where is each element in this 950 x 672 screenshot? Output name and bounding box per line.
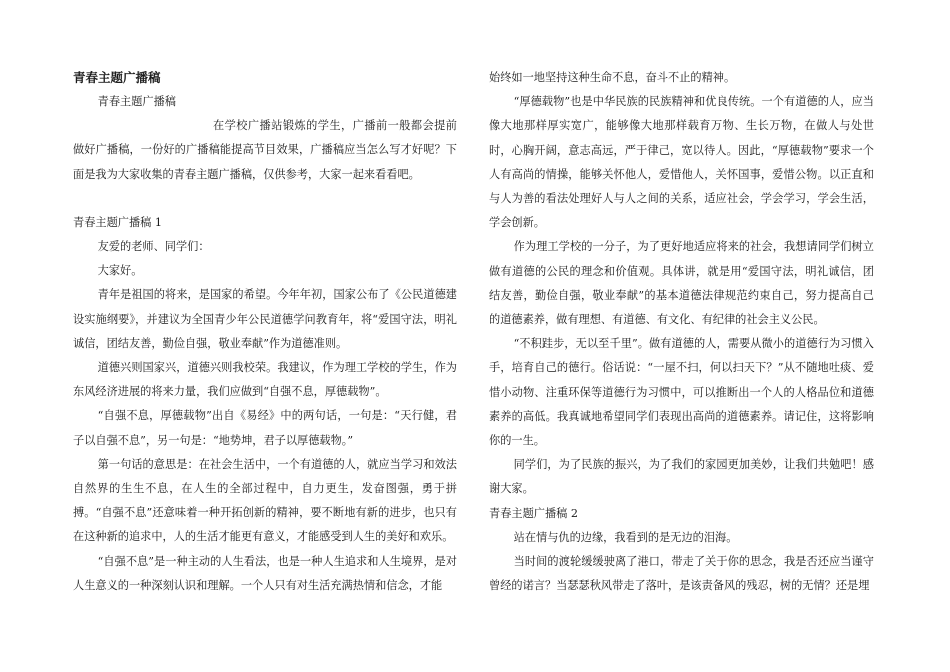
paragraph: “不积跬步，无以至千里”。做有道德的人，需要从微小的道德行为习惯入手，培育自己的德行。俗话说：“一屋不扫，何以扫天下？”从不随地吐痰、爱惜小动物、注重环保等道德行为习惯中，可以推断出一个人的人格品位和道德素养的高低。我真诚地希望同学们表现出高尚的道德素养。请记住，这将影响你的一生。 <box>489 337 874 448</box>
right-column <box>489 66 874 598</box>
paragraph: “厚德载物”也是中华民族的民族精神和优良传统。一个有道德的人，应当像大地那样厚实宽广，能够像大地那样载育万物、生长万物，在做人与处世时，心胸开阔，意志高远，严于律己，宽以待人。因此，“厚德载物”要求一个人有高尚的情操，能够关怀他人，爱惜他人，关怀国事，爱惜公物。以正直和与人为善的看法处理好人与人之间的关系，适应社会，学会学习，学会生活，学会创新。 <box>489 95 874 230</box>
paragraph: 青年是祖国的将来，是国家的希望。今年年初，国家公布了《公民道德建设实施纲要》，并建议为全国青少年公民道德学问教育年，将“爱国守法，明礼诚信，团结友善，勤俭自强，敬业奉献”作为道德准则。 <box>73 288 457 350</box>
spacer <box>73 187 457 211</box>
paragraph: “自强不息”是一种主动的人生看法，也是一种人生追求和人生境界，是对人生意义的一种深刻认识和理解。一个人只有对生活充满热情和信念，才能 <box>73 554 457 592</box>
intro-paragraph: 在学校广播站锻炼的学生，广播前一般都会提前做好广播稿，一份好的广播稿能提高节目效果，广播稿应当怎么写才好呢？下面是我为大家收集的青春主题广播稿，仅供参考，大家一起来看看吧。 <box>73 119 457 181</box>
left-column <box>73 66 457 598</box>
section-title-2: 青春主题广播稿 2 <box>489 506 578 520</box>
document-subtitle: 青春主题广播稿 <box>97 95 176 108</box>
paragraph: 第一句话的意思是：在社会生活中，一个有道德的人，就应当学习和效法自然界的生生不息，在人生的全部过程中，自力更生，发奋图强，勇于拼搏。“自强不息”还意味着一种开拓创新的精神，要不断地有新的进步，也只有在这种新的追求中，人的生活才能更有意义，才能感受到人生的美好和欢乐。 <box>73 457 457 544</box>
paragraph: 作为理工学校的一分子，为了更好地适应将来的社会，我想请同学们树立做有道德的公民的理念和价值观。具体讲，就是用“爱国守法，明礼诚信，团结友善，勤俭自强，敬业奉献”的基本道德法律规范约束自己，努力提高自己的道德素养，做有理想、有道德、有文化、有纪律的社会主义公民。 <box>489 240 874 327</box>
section-title-1: 青春主题广播稿 1 <box>73 215 162 229</box>
paragraph: “自强不息，厚德载物”出自《易经》中的两句话，一句是：“天行健，君子以自强不息”，另一句是：“地势坤，君子以厚德载物。” <box>73 409 457 447</box>
greeting: 友爱的老师、同学们： <box>97 240 210 254</box>
paragraph-continuation: 始终如一地坚持这种生命不息，奋斗不止的精神。 <box>489 71 736 84</box>
paragraph: 站在情与仇的边缘，我看到的是无边的泪海。 <box>513 530 738 544</box>
paragraph: 同学们，为了民族的振兴，为了我们的家园更加美妙，让我们共勉吧！感谢大家。 <box>489 458 874 496</box>
document-title: 青春主题广播稿 <box>73 70 161 85</box>
hello-line: 大家好。 <box>97 264 143 278</box>
paragraph: 道德兴则国家兴，道德兴则我校荣。我建议，作为理工学校的学生，作为东风经济进展的将来力量，我们应做到“自强不息，厚德载物”。 <box>73 361 457 399</box>
paragraph: 当时间的渡轮缓缓驶离了港口，带走了关于你的思念，我是否还应当谨守曾经的诺言？当瑟瑟秋风带走了落叶，是该责备风的残忍，树的无情？还是埋 <box>489 555 874 593</box>
